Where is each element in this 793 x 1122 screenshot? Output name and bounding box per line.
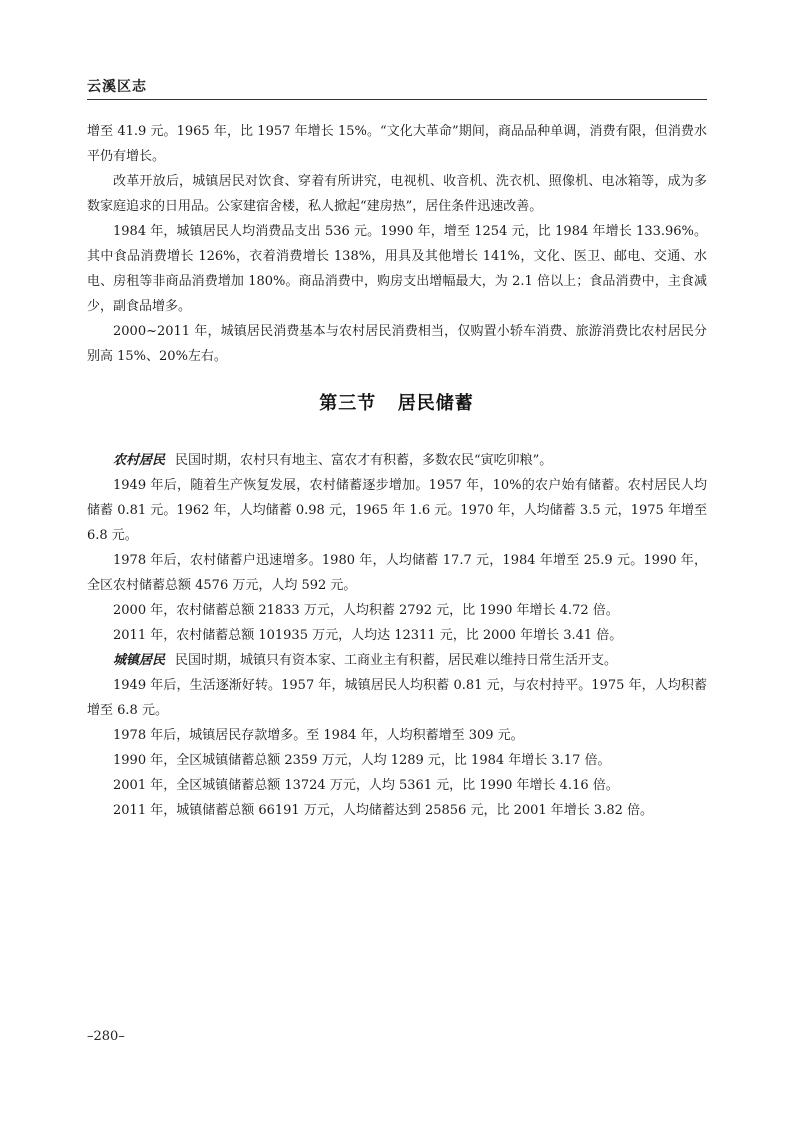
paragraph: 1949 年后，生活逐渐好转。1957 年，城镇居民人均积蓄 0.81 元，与农村持平。1975 年，人均积蓄增至 6.8 元。 — [87, 678, 707, 718]
paragraph: 2000~2011 年，城镇居民消费基本与农村居民消费相当，仅购置小轿车消费、旅游消费比农村居民分别高 15%、20%左右。 — [87, 324, 707, 364]
urban-lead-text: 民国时期，城镇只有资本家、工商业主有积蓄，居民难以维持日常生活开支。 — [175, 653, 618, 668]
savings-text-block — [87, 448, 707, 823]
urban-label: 城镇居民 — [113, 653, 166, 668]
paragraph: 增至 41.9 元。1965 年，比 1957 年增长 15%。“文化大革命”期间，商品品种单调，消费有限，但消费水平仍有增长。 — [87, 124, 707, 164]
page-header-title: 云溪区志 — [87, 79, 147, 95]
rural-lead-text: 民国时期，农村只有地主、富农才有积蓄，多数农民“寅吃卯粮”。 — [175, 453, 553, 468]
paragraph: 1990 年，全区城镇储蓄总额 2359 万元，人均 1289 元，比 1984 年增长 3.17 倍。 — [113, 753, 611, 768]
rural-lead-paragraph — [87, 448, 707, 473]
paragraph: 2011 年，农村储蓄总额 101935 万元，人均达 12311 元，比 2000 年增长 3.41 倍。 — [113, 628, 623, 643]
paragraph: 1978 年后，城镇居民存款增多。至 1984 年，人均积蓄增至 309 元。 — [113, 728, 524, 743]
urban-lead-paragraph — [87, 648, 707, 673]
paragraph: 1949 年后，随着生产恢复发展，农村储蓄逐步增加。1957 年，10%的农户始有储蓄。农村居民人均储蓄 0.81 元。1962 年，人均储蓄 0.98 元，1965 年 1.6 元。1970 年，人均储蓄 3.5 元，1975 年增至 6.8 元。 — [87, 478, 707, 543]
rural-label: 农村居民 — [113, 453, 166, 468]
page-number: –280– — [87, 1029, 125, 1044]
paragraph: 1984 年，城镇居民人均消费品支出 536 元。1990 年，增至 1254 元，比 1984 年增长 133.96%。其中食品消费增长 126%，衣着消费增长 138%，用具及其他增长 141%，文化、医卫、邮电、交通、水电、房租等非商品消费增加 180%。商品消费中，购房支出增幅最大，为 2.1 倍以上；食品消费中，主食减少，副食品增多。 — [87, 224, 707, 314]
paragraph: 2011 年，城镇储蓄总额 66191 万元，人均储蓄达到 25856 元，比 2001 年增长 3.82 倍。 — [113, 803, 654, 818]
section-title — [0, 389, 793, 415]
section-number: 第三节 — [319, 393, 377, 414]
paragraph: 1978 年后，农村储蓄户迅速增多。1980 年，人均储蓄 17.7 元，1984 年增至 25.9 元。1990 年，全区农村储蓄总额 4576 万元，人均 592 元。 — [87, 553, 707, 593]
intro-text-block — [87, 119, 707, 369]
section-name: 居民储蓄 — [397, 393, 474, 414]
paragraph: 2001 年，全区城镇储蓄总额 13724 万元，人均 5361 元，比 1990 年增长 4.16 倍。 — [113, 778, 619, 793]
paragraph: 2000 年，农村储蓄总额 21833 万元，人均积蓄 2792 元，比 1990 年增长 4.72 倍。 — [113, 603, 619, 618]
paragraph: 改革开放后，城镇居民对饮食、穿着有所讲究，电视机、收音机、洗衣机、照像机、电冰箱等，成为多数家庭追求的日用品。公家建宿舍楼，私人掀起“建房热”，居住条件迅速改善。 — [87, 174, 707, 214]
header-rule — [87, 99, 707, 100]
